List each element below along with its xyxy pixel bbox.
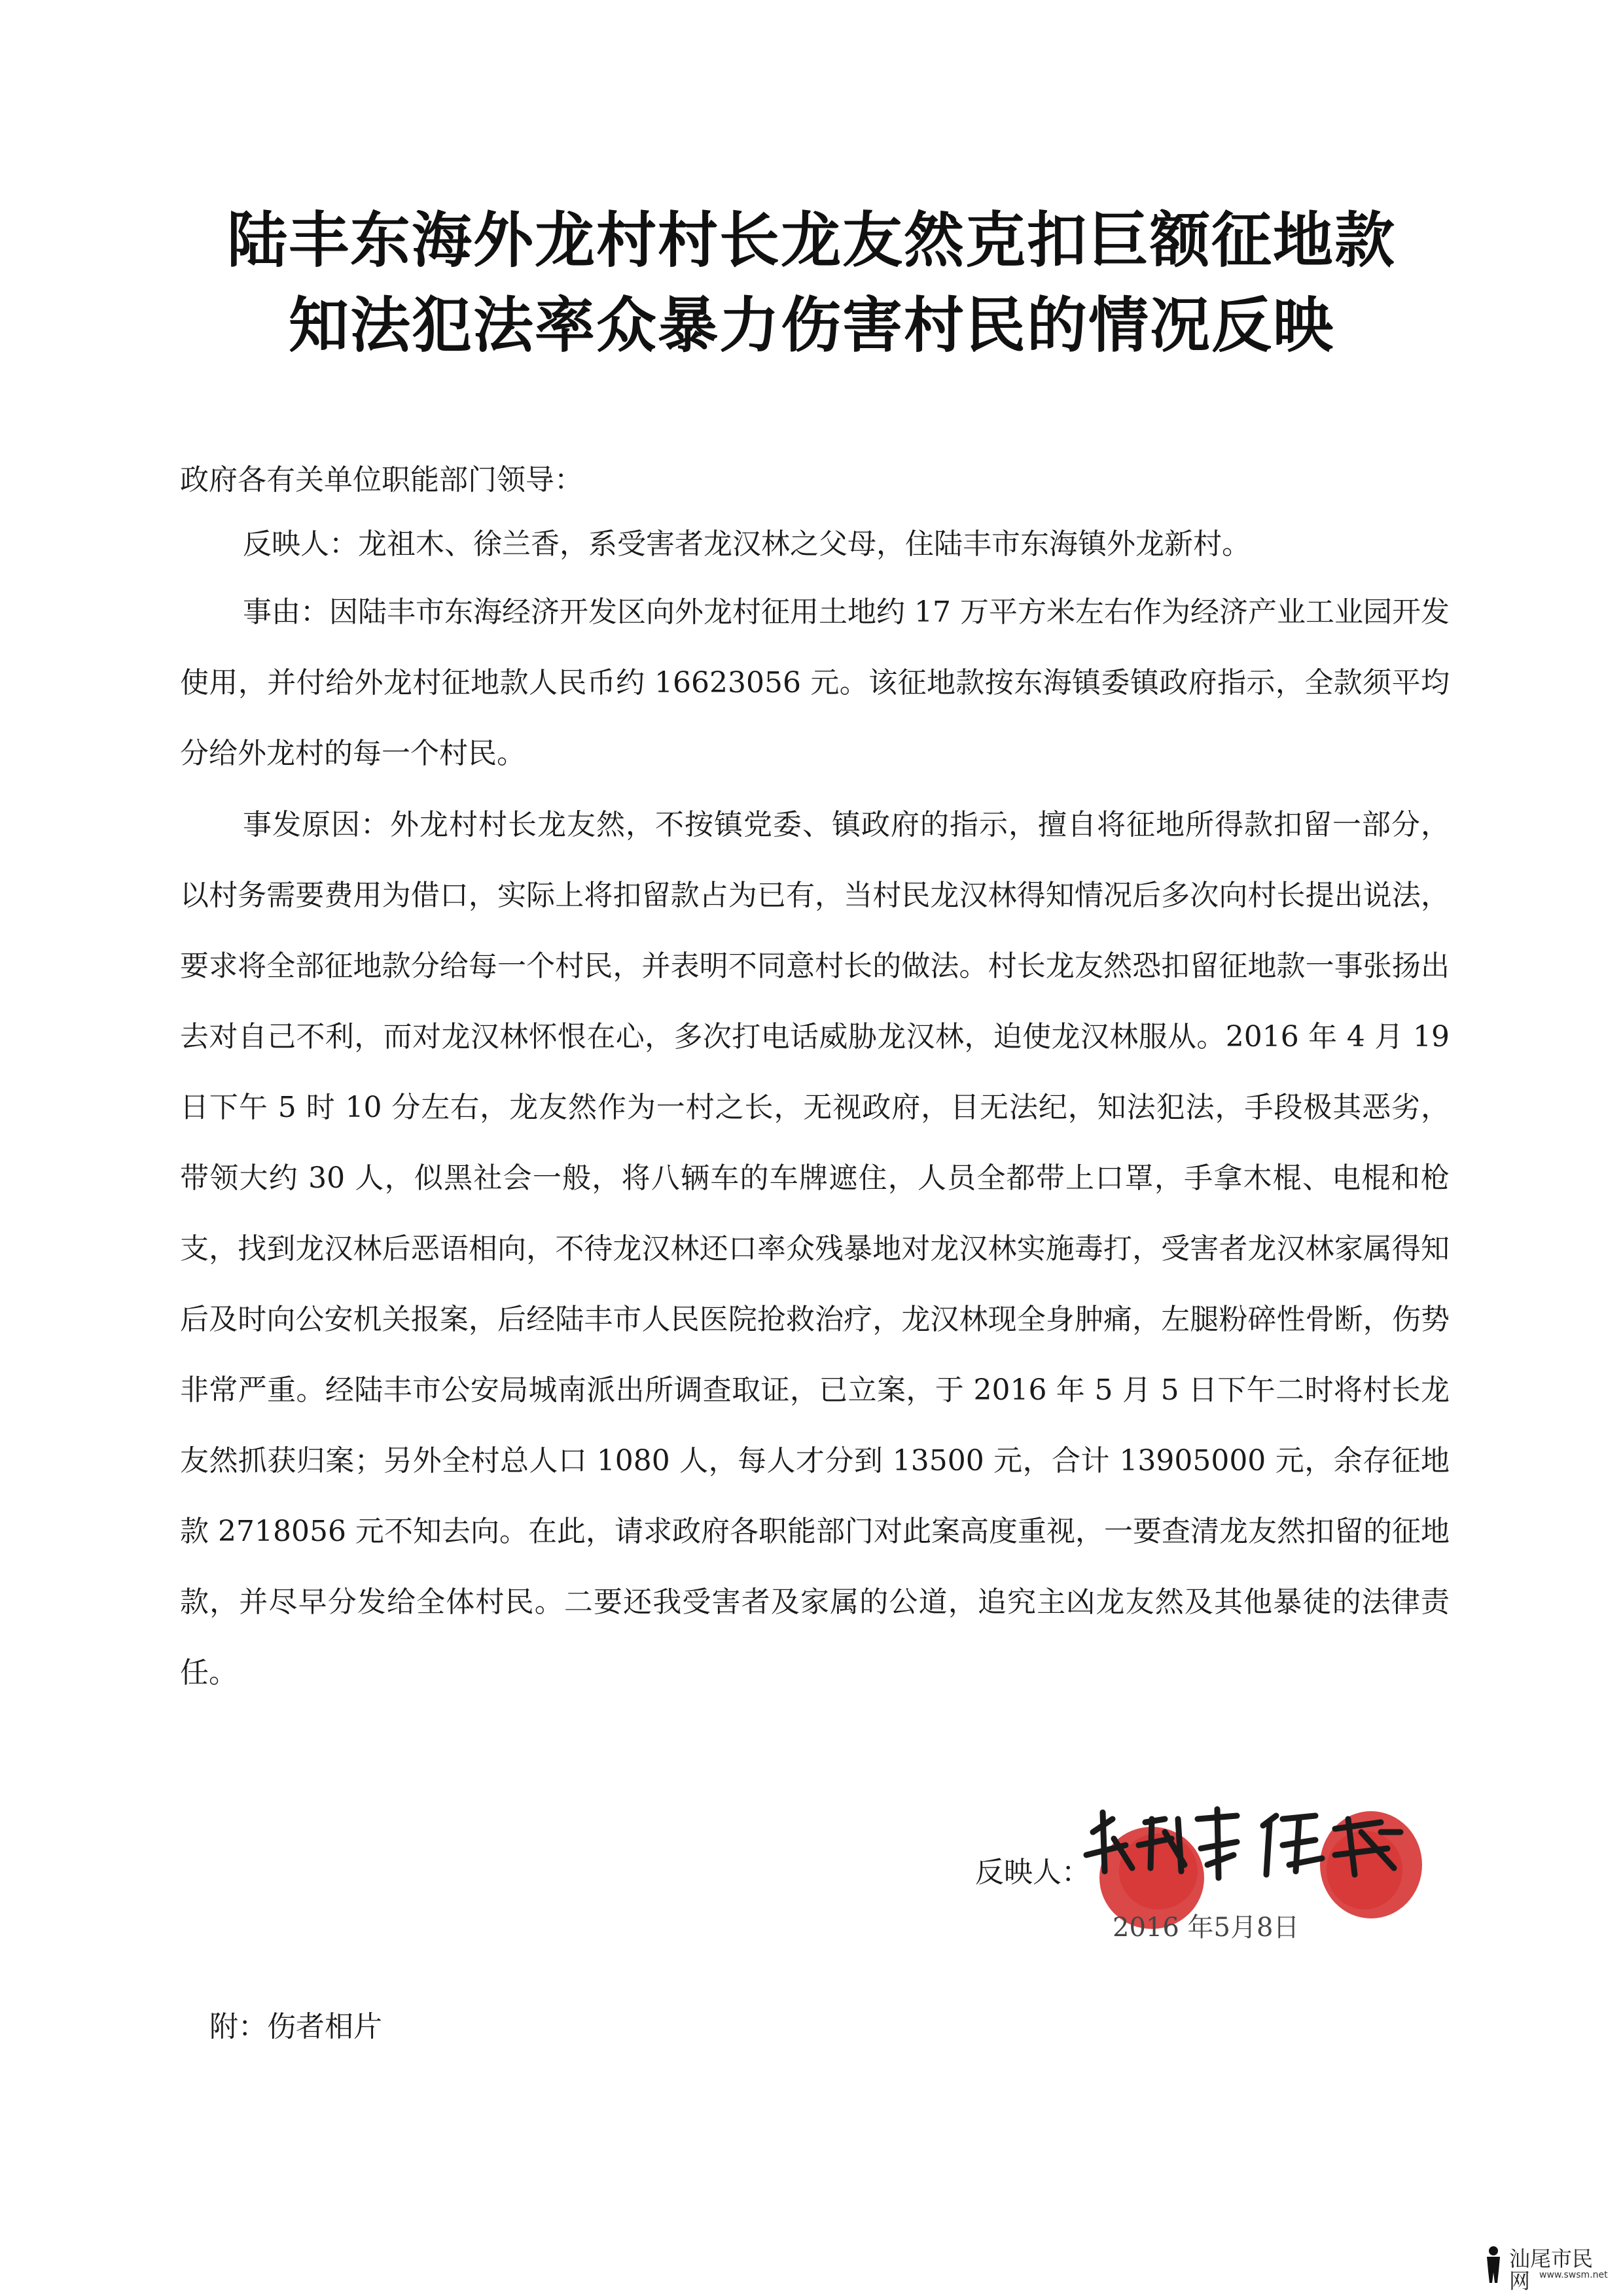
signature-date: 2016 年5月8日 [1113, 1913, 1300, 1943]
document-title-line-2: 知法犯法率众暴力伤害村民的情况反映 [288, 291, 1334, 361]
signature-block [975, 1793, 1433, 1963]
person-silhouette-icon [1480, 2245, 1507, 2284]
signature-label: 反映人： [975, 1856, 1090, 1889]
paragraph-petitioner: 反映人：龙祖木、徐兰香，系受害者龙汉林之父母，住陆丰市东海镇外龙新村。 [243, 527, 1251, 561]
watermark-text: 汕尾市民网 [1509, 2246, 1594, 2293]
salutation: 政府各有关单位职能部门领导： [180, 463, 583, 497]
attachment-note: 附：伤者相片 [209, 2010, 382, 2043]
watermark-url: www.swsm.net [1539, 2270, 1608, 2280]
document-title-line-1: 陆丰东海外龙村村长龙友然克扣巨额征地款 [226, 205, 1396, 275]
paragraph-incident: 事发原因：外龙村村长龙友然，不按镇党委、镇政府的指示，擅自将征地所得款扣留一部分，以村务需要费用为借口，实际上将扣留款占为已有，当村民龙汉林得知情况后多次向村长提出说法，要求将全部征地款分给每一个村民，并表明不同意村长的做法。村长龙友然恐扣留征地款一事张扬出去对自己不利，而对龙汉林怀恨在心，多次打电话威胁龙汉林，迫使龙汉林服从。2016 年 4 月 19 日下午 5 时 10 分左右，龙友然作为一村之长，无视政府，目无法纪，知法犯法，手段极其恶劣，带领大约 30 人，似黑社会一般，将八辆车的车牌遮住，人员全都带上口罩，手拿木棍、电棍和枪支，找到龙汉林后恶语相向，不待龙汉林还口率众残暴地对龙汉林实施毒打，受害者龙汉林家属得知后及时向公安机关报案，后经陆丰市人民医院抢救治疗，龙汉林现全身肿痛，左腿粉碎性骨断，伤势非常严重。经陆丰市公安局城南派出所调查取证，已立案，于 2016 年 5 月 5 日下午二时将村长龙友然抓获归案；另外全村总人口 1080 人，每人才分到 13500 元，合计 13905000 元，余存征地款 2718056 元不知去向。在此，请求政府各职能部门对此案高度重视，一要查清龙友然扣留的征地款，并尽早分发给全体村民。二要还我受害者及家属的公道，追究主凶龙友然及其他暴徒的法律责任。 [180, 808, 1450, 1689]
site-watermark [1480, 2245, 1611, 2293]
paragraph-reason: 事由：因陆丰市东海经济开发区向外龙村征用土地约 17 万平方米左右作为经济产业工业园开发使用，并付给外龙村征地款人民币约 16623056 元。该征地款按东海镇委镇政府指示，全款须平均分给外龙村的每一个村民。 [180, 595, 1450, 770]
